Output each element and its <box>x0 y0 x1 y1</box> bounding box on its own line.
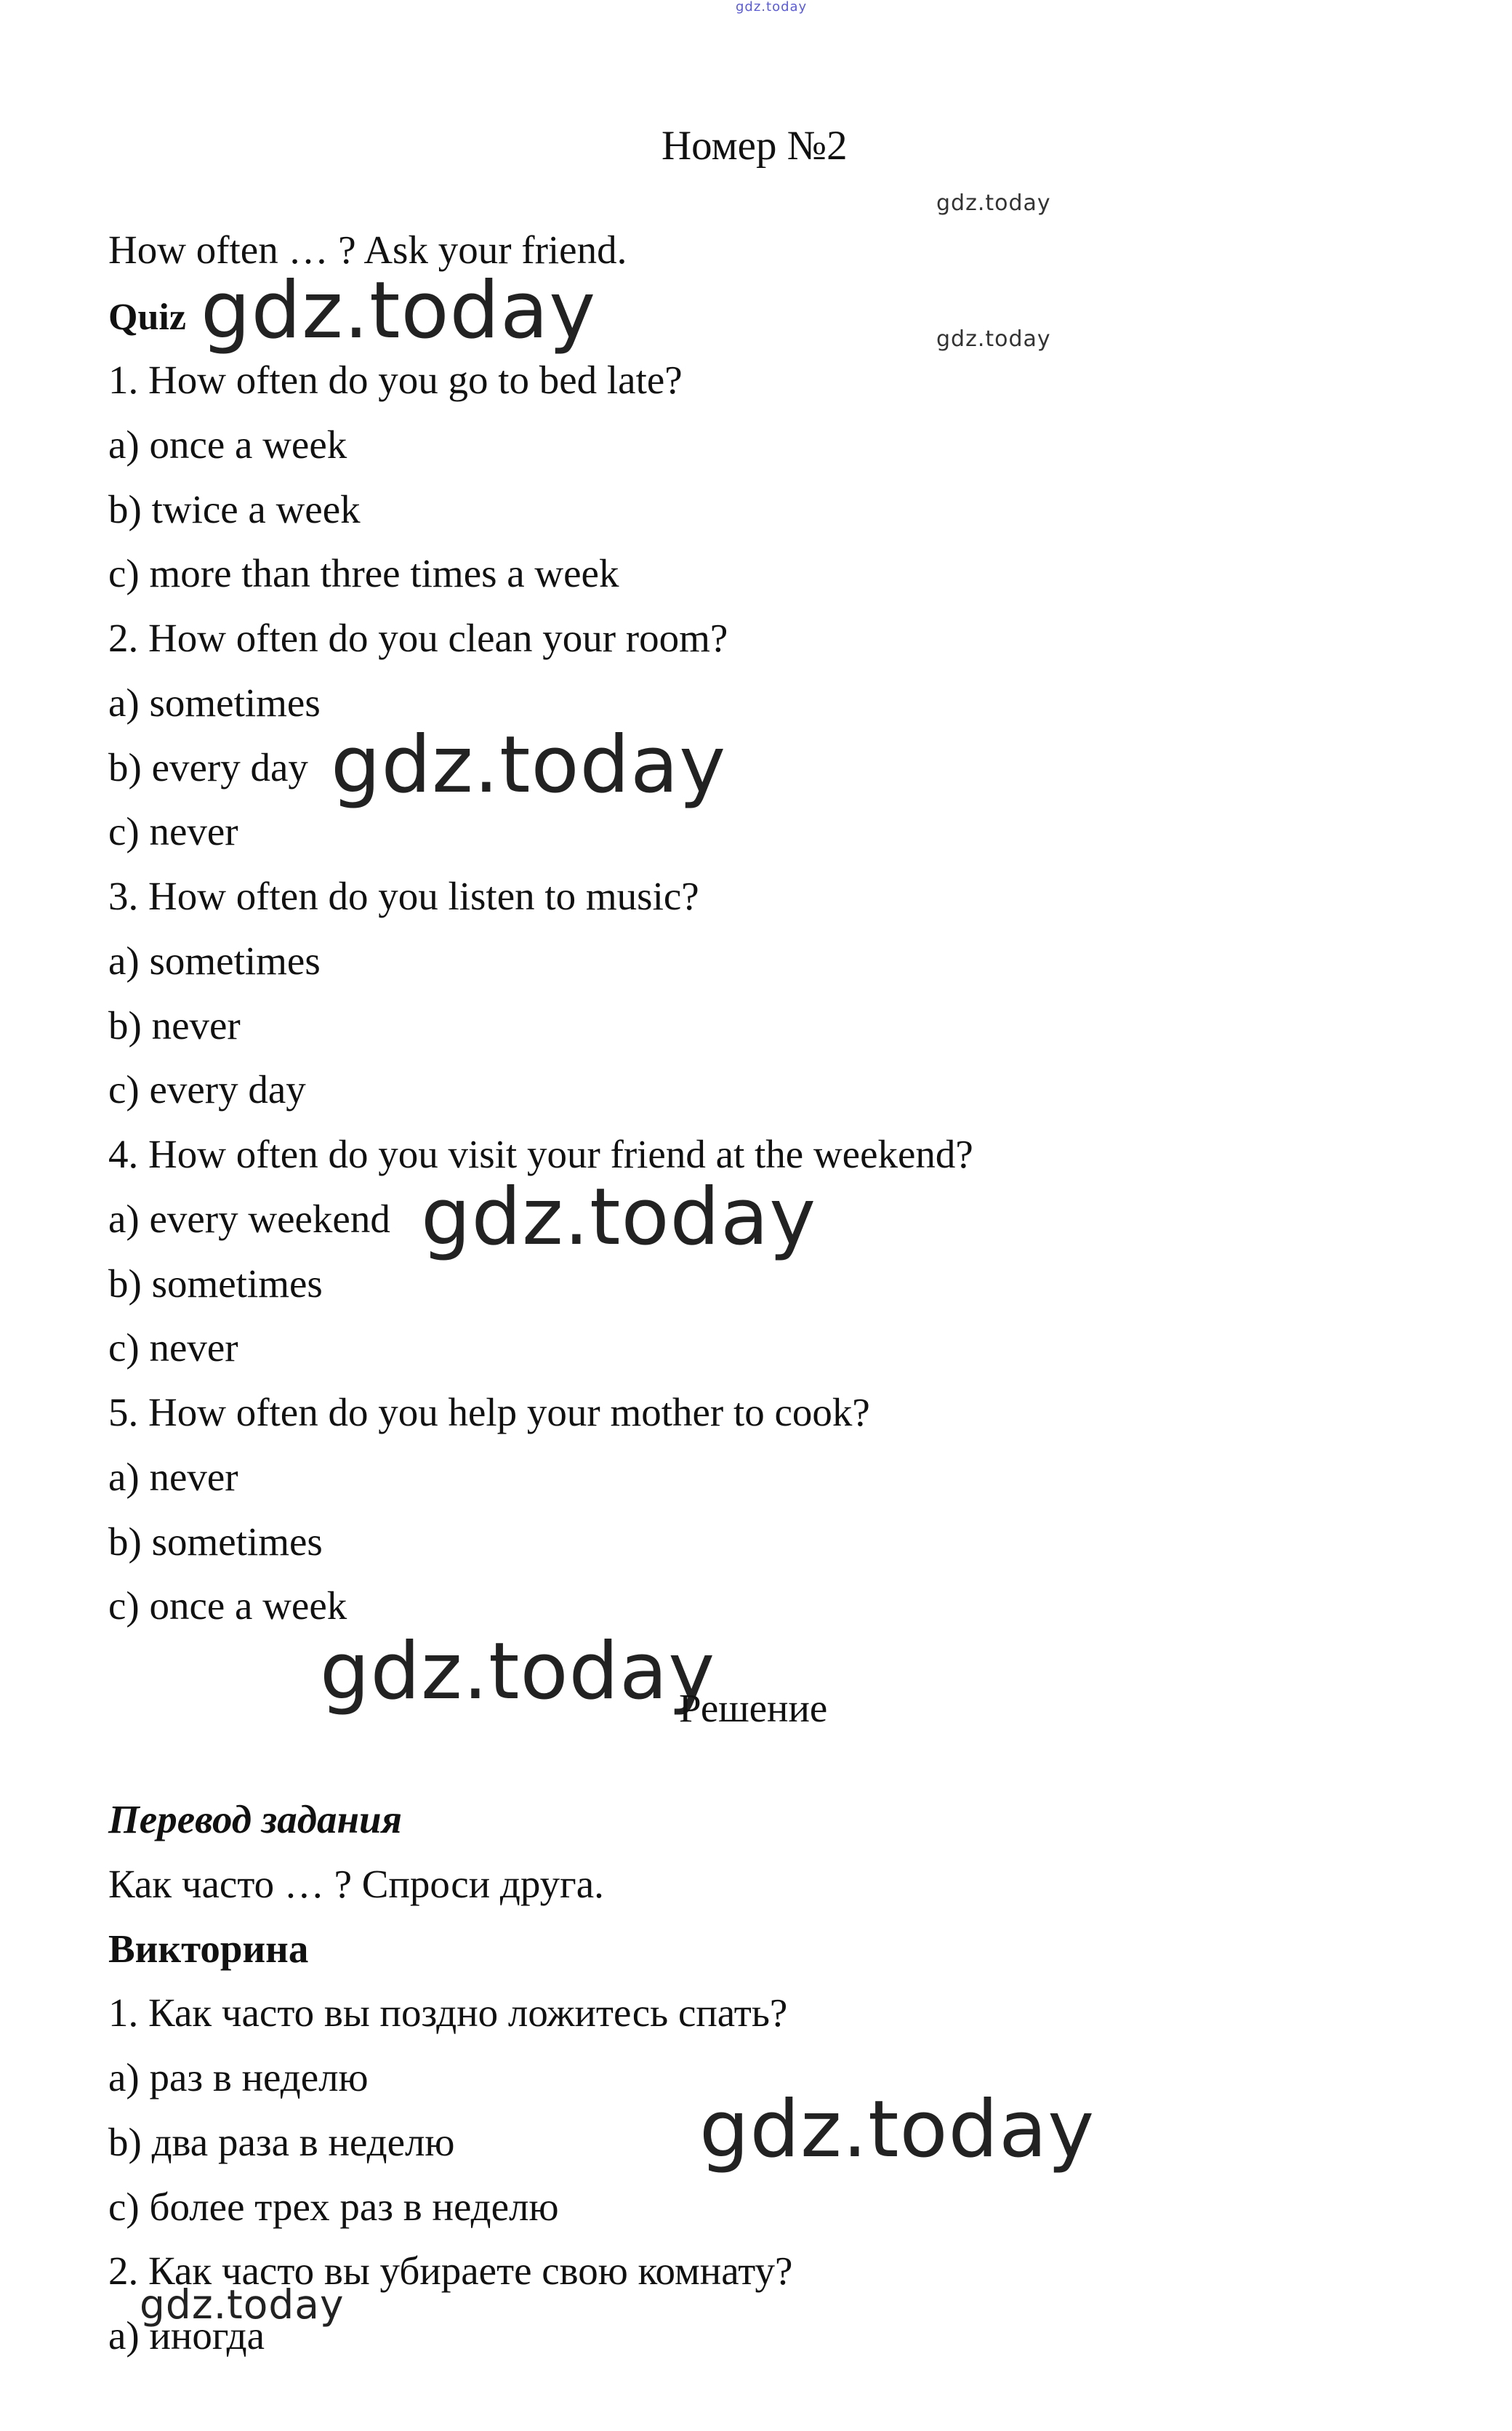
watermark-small-2: gdz.today <box>936 326 1051 352</box>
option-2a: a) sometimes <box>108 680 321 725</box>
watermark-medium-1: gdz.today <box>140 2281 345 2328</box>
option-4c: c) never <box>108 1325 238 1370</box>
translation-option-2a: а) иногда <box>108 2313 265 2358</box>
solution-label: Решение <box>679 1686 828 1730</box>
page-title: Номер №2 <box>662 123 848 169</box>
watermark-large-1: gdz.today <box>201 265 597 356</box>
watermark-top: gdz.today <box>736 0 808 15</box>
option-1a: a) once a week <box>108 422 347 467</box>
question-2: 2. How often do you clean your room? <box>108 616 728 660</box>
option-3a: a) sometimes <box>108 939 321 983</box>
watermark-small-1: gdz.today <box>936 190 1051 216</box>
question-3: 3. How often do you listen to music? <box>108 874 699 918</box>
question-1: 1. How often do you go to bed late? <box>108 358 683 402</box>
translation-heading: Перевод задания <box>108 1797 402 1841</box>
translation-instruction: Как часто … ? Спроси друга. <box>108 1862 604 1906</box>
option-5b: b) sometimes <box>108 1519 323 1564</box>
translation-question-2: 2. Как часто вы убираете свою комнату? <box>108 2249 793 2293</box>
translation-option-1c: c) более трех раз в неделю <box>108 2185 559 2229</box>
quiz-label: Quiz <box>108 297 186 338</box>
translation-question-1: 1. Как часто вы поздно ложитесь спать? <box>108 1990 788 2035</box>
watermark-large-5: gdz.today <box>699 2084 1095 2175</box>
translation-option-1b: b) два раза в неделю <box>108 2120 455 2164</box>
watermark-large-3: gdz.today <box>421 1172 817 1263</box>
exercise-instruction: How often … ? Ask your friend. <box>108 228 627 272</box>
option-3c: c) every day <box>108 1067 306 1112</box>
question-5: 5. How often do you help your mother to cook? <box>108 1390 870 1434</box>
option-1b: b) twice a week <box>108 487 361 531</box>
watermark-large-2: gdz.today <box>331 720 727 811</box>
question-4: 4. How often do you visit your friend at the weekend? <box>108 1132 973 1176</box>
option-4a: a) every weekend <box>108 1197 390 1241</box>
option-3b: b) never <box>108 1003 241 1048</box>
quiz-heading <box>108 291 186 343</box>
option-2c: c) never <box>108 809 238 853</box>
option-1c: c) more than three times a week <box>108 551 619 595</box>
watermark-large-4: gdz.today <box>320 1626 716 1717</box>
translation-option-1a: а) раз в неделю <box>108 2055 369 2100</box>
option-5a: a) never <box>108 1455 238 1499</box>
option-4b: b) sometimes <box>108 1261 323 1306</box>
translation-quiz-label: Викторина <box>108 1926 309 1971</box>
option-2b: b) every day <box>108 745 308 789</box>
option-5c: c) once a week <box>108 1583 347 1628</box>
